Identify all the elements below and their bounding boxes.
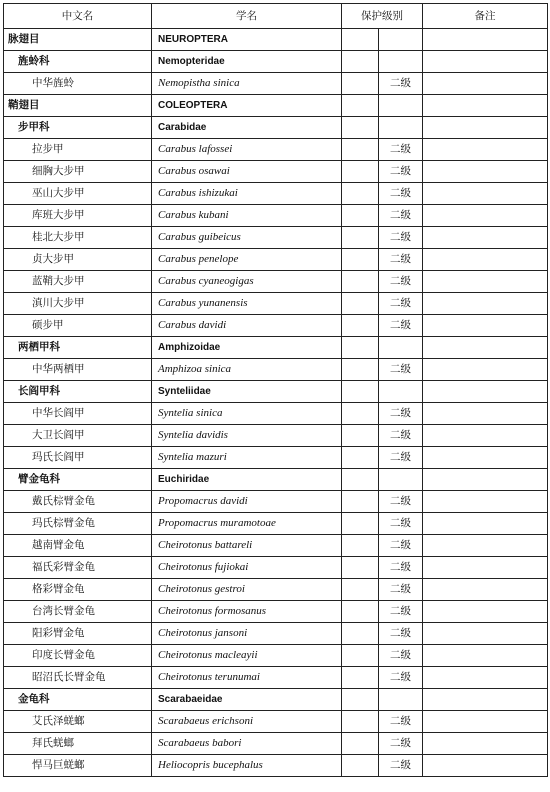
level-spacer-cell (342, 689, 379, 711)
scientific-name-cell: Cheirotonus battareli (152, 535, 342, 557)
chinese-name-cell: 桂北大步甲 (4, 227, 152, 249)
chinese-name-cell: 拜氏蜣螂 (4, 733, 152, 755)
remarks-cell (423, 601, 548, 623)
protection-level-cell: 二级 (379, 623, 423, 645)
scientific-name-cell: Carabidae (152, 117, 342, 139)
protection-level-cell: 二级 (379, 601, 423, 623)
level-spacer-cell (342, 425, 379, 447)
scientific-name-cell: Amphizoidae (152, 337, 342, 359)
chinese-name-cell: 中华两栖甲 (4, 359, 152, 381)
protection-level-cell: 二级 (379, 249, 423, 271)
remarks-cell (423, 689, 548, 711)
table-row-species (4, 491, 548, 513)
scientific-name-cell: Cheirotonus terunumai (152, 667, 342, 689)
level-spacer-cell (342, 711, 379, 733)
scientific-name-cell: Carabus yunanensis (152, 293, 342, 315)
remarks-cell (423, 535, 548, 557)
table-row-species (4, 161, 548, 183)
protection-level-cell: 二级 (379, 491, 423, 513)
level-spacer-cell (342, 645, 379, 667)
chinese-name-cell: 阳彩臂金龟 (4, 623, 152, 645)
table-row-family (4, 117, 548, 139)
scientific-name-cell: Cheirotonus fujiokai (152, 557, 342, 579)
scientific-name-cell: Heliocopris bucephalus (152, 755, 342, 777)
protection-level-cell: 二级 (379, 535, 423, 557)
level-spacer-cell (342, 227, 379, 249)
scientific-name-cell: Nemopteridae (152, 51, 342, 73)
remarks-cell (423, 161, 548, 183)
table-row-family (4, 51, 548, 73)
protection-level-cell (379, 337, 423, 359)
chinese-name-cell: 贞大步甲 (4, 249, 152, 271)
protection-level-cell: 二级 (379, 667, 423, 689)
protection-level-cell: 二级 (379, 139, 423, 161)
level-spacer-cell (342, 447, 379, 469)
protection-level-cell (379, 381, 423, 403)
table-row-species (4, 513, 548, 535)
chinese-name-cell: 臂金龟科 (4, 469, 152, 491)
level-spacer-cell (342, 95, 379, 117)
scientific-name-cell: Propomacrus davidi (152, 491, 342, 513)
scientific-name-cell: Euchiridae (152, 469, 342, 491)
remarks-cell (423, 733, 548, 755)
chinese-name-cell: 库班大步甲 (4, 205, 152, 227)
scientific-name-cell: Carabus lafossei (152, 139, 342, 161)
protection-level-cell: 二级 (379, 513, 423, 535)
protection-level-cell: 二级 (379, 755, 423, 777)
remarks-cell (423, 755, 548, 777)
header-row (4, 4, 548, 29)
table-row-species (4, 183, 548, 205)
table-row-species (4, 315, 548, 337)
scientific-name-cell: Syntelia sinica (152, 403, 342, 425)
chinese-name-cell: 艾氏泽蜣螂 (4, 711, 152, 733)
scientific-name-cell: Carabus osawai (152, 161, 342, 183)
remarks-cell (423, 491, 548, 513)
scientific-name-cell: Amphizoa sinica (152, 359, 342, 381)
table-row-species (4, 73, 548, 95)
protection-level-cell: 二级 (379, 447, 423, 469)
scientific-name-cell: Scarabaeus babori (152, 733, 342, 755)
remarks-cell (423, 623, 548, 645)
protection-level-cell (379, 29, 423, 51)
remarks-cell (423, 139, 548, 161)
chinese-name-cell: 旌蛉科 (4, 51, 152, 73)
level-spacer-cell (342, 51, 379, 73)
scientific-name-cell: Syntelia mazuri (152, 447, 342, 469)
table-row-species (4, 425, 548, 447)
scientific-name-cell: NEUROPTERA (152, 29, 342, 51)
remarks-cell (423, 403, 548, 425)
table-row-species (4, 139, 548, 161)
remarks-cell (423, 29, 548, 51)
level-spacer-cell (342, 755, 379, 777)
protection-level-cell: 二级 (379, 557, 423, 579)
chinese-name-cell: 硕步甲 (4, 315, 152, 337)
chinese-name-cell: 金龟科 (4, 689, 152, 711)
remarks-cell (423, 315, 548, 337)
remarks-cell (423, 447, 548, 469)
header-remarks: 备注 (423, 4, 548, 29)
protection-level-cell: 二级 (379, 293, 423, 315)
table-row-species (4, 403, 548, 425)
table-row-species (4, 579, 548, 601)
level-spacer-cell (342, 667, 379, 689)
scientific-name-cell: Propomacrus muramotoae (152, 513, 342, 535)
level-spacer-cell (342, 557, 379, 579)
scientific-name-cell: Scarabaeidae (152, 689, 342, 711)
level-spacer-cell (342, 139, 379, 161)
level-spacer-cell (342, 469, 379, 491)
protection-level-cell (379, 469, 423, 491)
remarks-cell (423, 117, 548, 139)
scientific-name-cell: Carabus davidi (152, 315, 342, 337)
remarks-cell (423, 711, 548, 733)
table-row-species (4, 667, 548, 689)
level-spacer-cell (342, 579, 379, 601)
scientific-name-cell: Cheirotonus formosanus (152, 601, 342, 623)
remarks-cell (423, 645, 548, 667)
scientific-name-cell: Nemopistha sinica (152, 73, 342, 95)
level-spacer-cell (342, 73, 379, 95)
chinese-name-cell: 戴氏棕臂金龟 (4, 491, 152, 513)
chinese-name-cell: 台湾长臂金龟 (4, 601, 152, 623)
protection-level-cell (379, 689, 423, 711)
protection-level-cell: 二级 (379, 645, 423, 667)
chinese-name-cell: 两栖甲科 (4, 337, 152, 359)
table-row-species (4, 711, 548, 733)
scientific-name-cell: Syntelia davidis (152, 425, 342, 447)
chinese-name-cell: 大卫长阎甲 (4, 425, 152, 447)
table-row-species (4, 271, 548, 293)
scientific-name-cell: COLEOPTERA (152, 95, 342, 117)
scientific-name-cell: Carabus guibeicus (152, 227, 342, 249)
remarks-cell (423, 293, 548, 315)
level-spacer-cell (342, 337, 379, 359)
table-row-species (4, 623, 548, 645)
remarks-cell (423, 579, 548, 601)
chinese-name-cell: 福氏彩臂金龟 (4, 557, 152, 579)
table-row-order (4, 29, 548, 51)
protection-level-cell: 二级 (379, 161, 423, 183)
scientific-name-cell: Carabus kubani (152, 205, 342, 227)
remarks-cell (423, 513, 548, 535)
chinese-name-cell: 鞘翅目 (4, 95, 152, 117)
remarks-cell (423, 271, 548, 293)
table-row-species (4, 205, 548, 227)
remarks-cell (423, 381, 548, 403)
scientific-name-cell: Carabus penelope (152, 249, 342, 271)
table-row-family (4, 469, 548, 491)
scientific-name-cell: Synteliidae (152, 381, 342, 403)
table-row-species (4, 645, 548, 667)
chinese-name-cell: 滇川大步甲 (4, 293, 152, 315)
scientific-name-cell: Carabus cyaneogigas (152, 271, 342, 293)
table-header (4, 4, 548, 29)
level-spacer-cell (342, 249, 379, 271)
scientific-name-cell: Carabus ishizukai (152, 183, 342, 205)
protection-level-cell: 二级 (379, 711, 423, 733)
level-spacer-cell (342, 293, 379, 315)
level-spacer-cell (342, 623, 379, 645)
scientific-name-cell: Cheirotonus jansoni (152, 623, 342, 645)
level-spacer-cell (342, 535, 379, 557)
table-row-species (4, 733, 548, 755)
protection-level-cell (379, 117, 423, 139)
table-row-species (4, 293, 548, 315)
chinese-name-cell: 印度长臂金龟 (4, 645, 152, 667)
table-body (4, 29, 548, 777)
remarks-cell (423, 183, 548, 205)
remarks-cell (423, 337, 548, 359)
level-spacer-cell (342, 315, 379, 337)
protection-level-cell: 二级 (379, 73, 423, 95)
chinese-name-cell: 巫山大步甲 (4, 183, 152, 205)
table-row-species (4, 249, 548, 271)
level-spacer-cell (342, 733, 379, 755)
table-row-species (4, 601, 548, 623)
chinese-name-cell: 长阎甲科 (4, 381, 152, 403)
remarks-cell (423, 469, 548, 491)
table-row-species (4, 535, 548, 557)
protection-level-cell: 二级 (379, 733, 423, 755)
chinese-name-cell: 格彩臂金龟 (4, 579, 152, 601)
protection-level-cell: 二级 (379, 359, 423, 381)
remarks-cell (423, 227, 548, 249)
table-row-family (4, 689, 548, 711)
remarks-cell (423, 95, 548, 117)
protection-level-cell: 二级 (379, 183, 423, 205)
remarks-cell (423, 249, 548, 271)
level-spacer-cell (342, 271, 379, 293)
remarks-cell (423, 51, 548, 73)
table-row-family (4, 337, 548, 359)
chinese-name-cell: 中华旌蛉 (4, 73, 152, 95)
level-spacer-cell (342, 381, 379, 403)
level-spacer-cell (342, 359, 379, 381)
level-spacer-cell (342, 117, 379, 139)
header-scientific-name: 学名 (152, 4, 342, 29)
protected-species-table (3, 3, 548, 777)
chinese-name-cell: 昭沼氏长臂金龟 (4, 667, 152, 689)
remarks-cell (423, 73, 548, 95)
table-row-species (4, 557, 548, 579)
table-row-family (4, 381, 548, 403)
level-spacer-cell (342, 601, 379, 623)
remarks-cell (423, 205, 548, 227)
chinese-name-cell: 中华长阎甲 (4, 403, 152, 425)
scientific-name-cell: Cheirotonus macleayii (152, 645, 342, 667)
protection-level-cell (379, 51, 423, 73)
remarks-cell (423, 667, 548, 689)
chinese-name-cell: 脉翅目 (4, 29, 152, 51)
table-row-species (4, 447, 548, 469)
header-protection-level: 保护级别 (342, 4, 423, 29)
chinese-name-cell: 步甲科 (4, 117, 152, 139)
remarks-cell (423, 359, 548, 381)
protection-level-cell: 二级 (379, 271, 423, 293)
protection-level-cell: 二级 (379, 425, 423, 447)
chinese-name-cell: 拉步甲 (4, 139, 152, 161)
table-row-order (4, 95, 548, 117)
remarks-cell (423, 557, 548, 579)
protection-level-cell: 二级 (379, 315, 423, 337)
chinese-name-cell: 细胸大步甲 (4, 161, 152, 183)
chinese-name-cell: 悍马巨蜣螂 (4, 755, 152, 777)
level-spacer-cell (342, 513, 379, 535)
level-spacer-cell (342, 491, 379, 513)
table-row-species (4, 755, 548, 777)
chinese-name-cell: 越南臂金龟 (4, 535, 152, 557)
table-row-species (4, 227, 548, 249)
chinese-name-cell: 玛氏棕臂金龟 (4, 513, 152, 535)
protection-level-cell: 二级 (379, 205, 423, 227)
chinese-name-cell: 蓝鞘大步甲 (4, 271, 152, 293)
scientific-name-cell: Cheirotonus gestroi (152, 579, 342, 601)
protection-level-cell: 二级 (379, 403, 423, 425)
protection-level-cell: 二级 (379, 579, 423, 601)
level-spacer-cell (342, 183, 379, 205)
protection-level-cell: 二级 (379, 227, 423, 249)
level-spacer-cell (342, 161, 379, 183)
level-spacer-cell (342, 205, 379, 227)
scientific-name-cell: Scarabaeus erichsoni (152, 711, 342, 733)
level-spacer-cell (342, 29, 379, 51)
chinese-name-cell: 玛氏长阎甲 (4, 447, 152, 469)
table-row-species (4, 359, 548, 381)
level-spacer-cell (342, 403, 379, 425)
remarks-cell (423, 425, 548, 447)
header-chinese-name: 中文名 (4, 4, 152, 29)
protection-level-cell (379, 95, 423, 117)
